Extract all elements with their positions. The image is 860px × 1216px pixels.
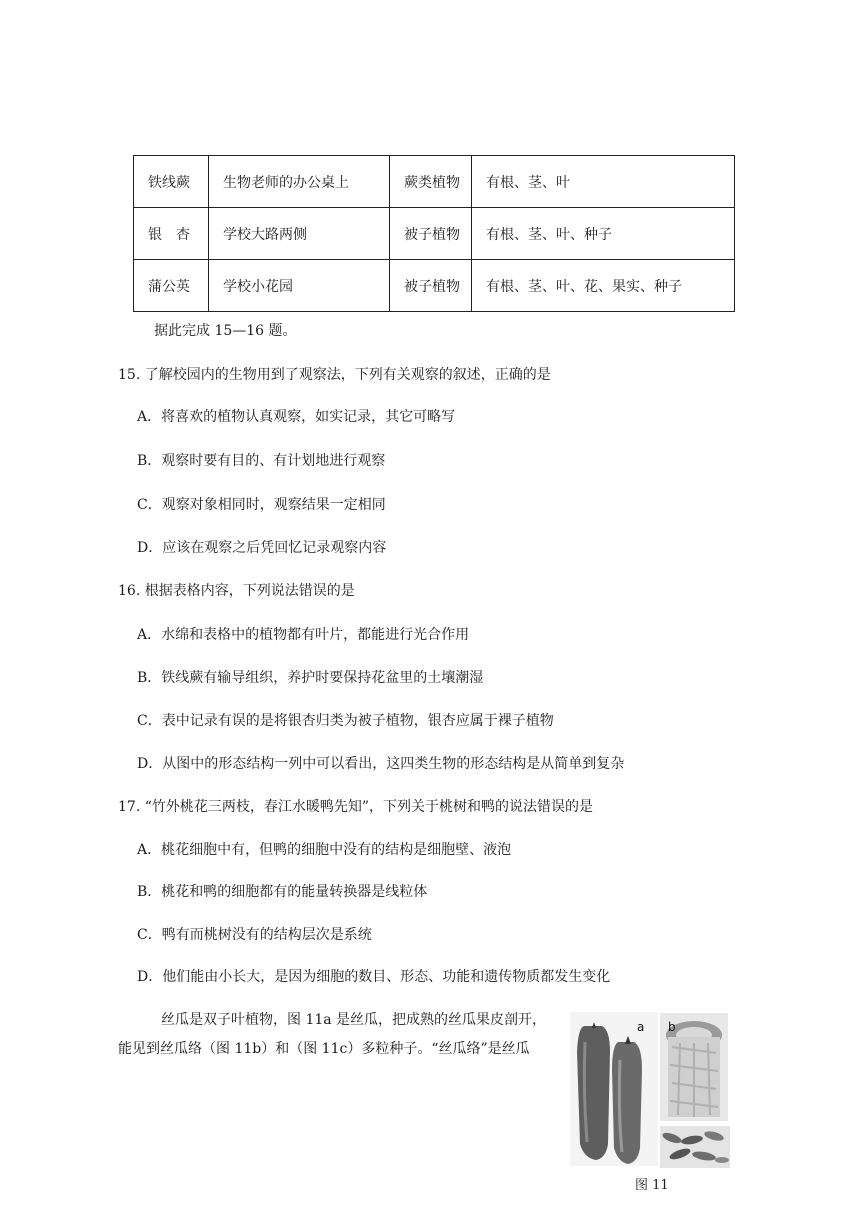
question-stem: 16. 根据表格内容，下列说法错误的是 xyxy=(118,583,355,599)
loofah-seeds-photo xyxy=(660,1126,730,1168)
instruction-note: 据此完成 15—16 题。 xyxy=(154,323,297,339)
table-cell: 银 杏 xyxy=(134,208,209,260)
option-17d: D．他们能由小长大，是因为细胞的数目、形态、功能和遗传物质都发生变化 xyxy=(137,969,611,985)
question-stem: 17. “竹外桃花三两枝，春江水暖鸭先知”，下列关于桃树和鸭的说法错误的是 xyxy=(118,799,594,815)
table-cell: 有根、茎、叶 xyxy=(472,156,735,208)
plant-survey-table xyxy=(133,155,735,312)
passage-line: 丝瓜是双子叶植物，图 11a 是丝瓜，把成熟的丝瓜果皮剖开， xyxy=(161,1012,547,1028)
option-16c: C．表中记录有误的是将银杏归类为被子植物，银杏应属于裸子植物 xyxy=(137,713,554,729)
option-15b: B．观察时要有目的、有计划地进行观察 xyxy=(137,453,386,469)
figure-label-b: b xyxy=(668,1020,676,1034)
table-cell: 蒲公英 xyxy=(134,260,209,312)
table-cell: 蕨类植物 xyxy=(390,156,472,208)
question-stem: 15. 了解校园内的生物用到了观察法，下列有关观察的叙述，正确的是 xyxy=(118,367,551,383)
option-15c: C．观察对象相同时，观察结果一定相同 xyxy=(137,497,386,513)
table-cell: 学校大路两侧 xyxy=(209,208,390,260)
table-cell: 有根、茎、叶、花、果实、种子 xyxy=(472,260,735,312)
passage-line: 能见到丝瓜络（图 11b）和（图 11c）多粒种子。“丝瓜络”是丝瓜 xyxy=(118,1041,530,1057)
option-15d: D．应该在观察之后凭回忆记录观察内容 xyxy=(137,540,387,556)
option-15a: A．将喜欢的植物认真观察，如实记录，其它可略写 xyxy=(137,409,456,425)
table-cell: 生物老师的办公桌上 xyxy=(209,156,390,208)
option-17c: C．鸭有而桃树没有的结构层次是系统 xyxy=(137,927,372,943)
option-16d: D．从图中的形态结构一列中可以看出，这四类生物的形态结构是从简单到复杂 xyxy=(137,756,625,772)
table-row xyxy=(134,156,735,208)
table-cell: 铁线蕨 xyxy=(134,156,209,208)
figure-caption: 图 11 xyxy=(635,1178,669,1193)
table-cell: 有根、茎、叶、种子 xyxy=(472,208,735,260)
option-16a: A．水绵和表格中的植物都有叶片，都能进行光合作用 xyxy=(137,627,470,643)
table-row xyxy=(134,208,735,260)
table-cell: 学校小花园 xyxy=(209,260,390,312)
table-cell: 被子植物 xyxy=(390,208,472,260)
table-cell: 被子植物 xyxy=(390,260,472,312)
option-17b: B．桃花和鸭的细胞都有的能量转换器是线粒体 xyxy=(137,884,428,900)
table-row xyxy=(134,260,735,312)
option-17a: A．桃花细胞中有，但鸭的细胞中没有的结构是细胞壁、液泡 xyxy=(137,842,512,858)
figure-label-a: a xyxy=(637,1020,645,1034)
option-16b: B．铁线蕨有输导组织，养护时要保持花盆里的土壤潮湿 xyxy=(137,670,484,686)
loofah-fruit-photo xyxy=(570,1012,658,1166)
